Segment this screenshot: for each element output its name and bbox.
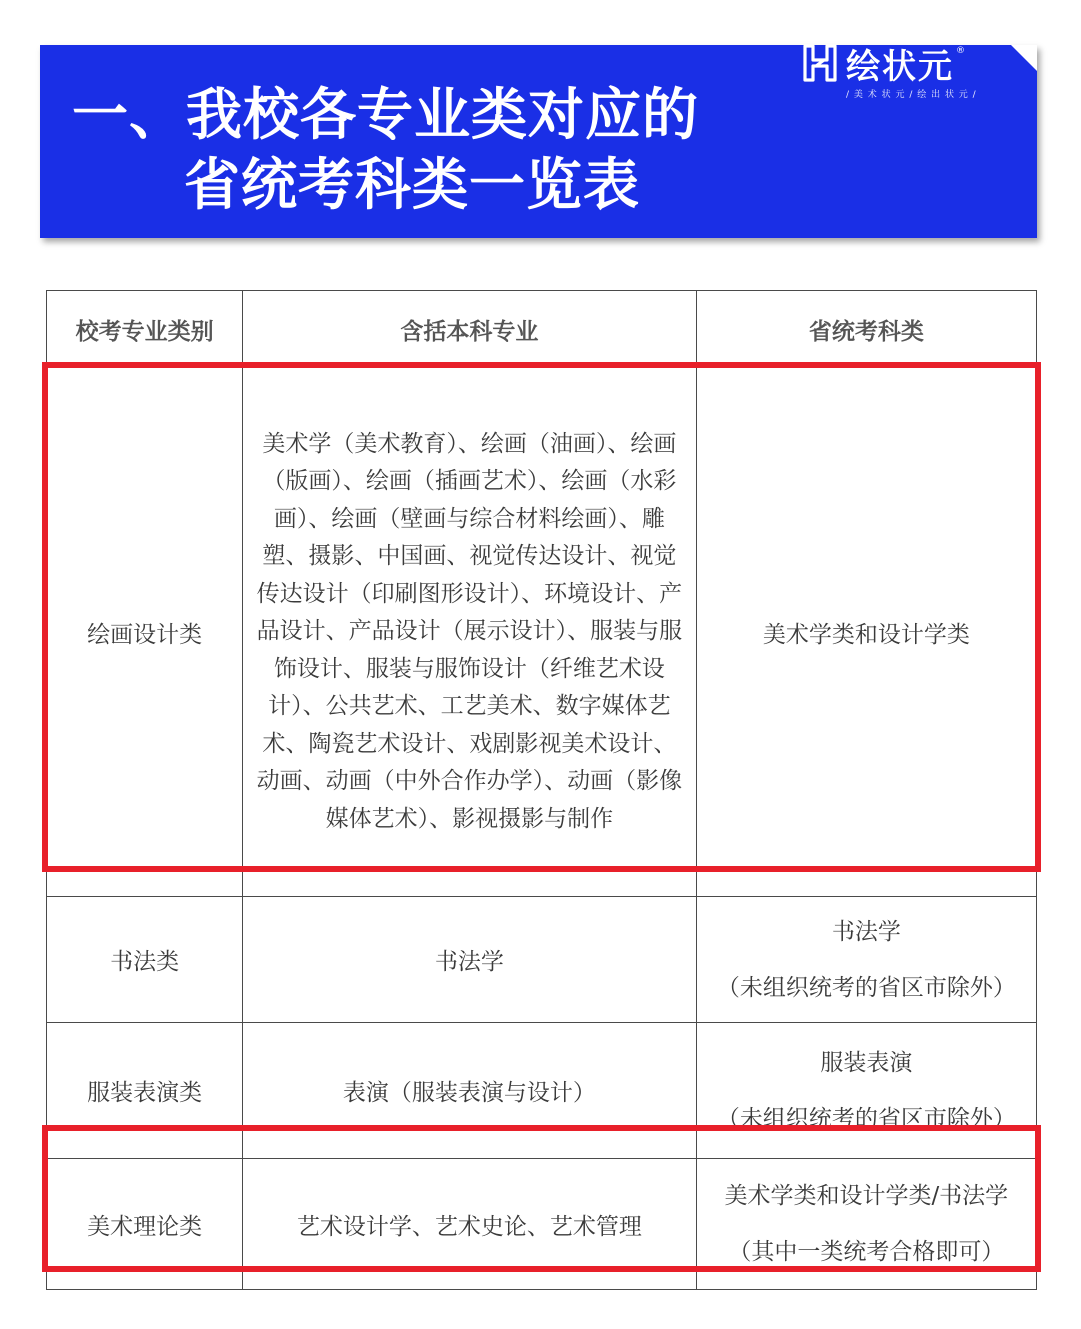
exam-type-cell [696, 897, 1036, 1023]
brand-tagline: / 美 术 状 元 / 绘 出 状 元 / [846, 90, 977, 100]
exam-type-cell [696, 368, 1036, 897]
category-cell: 服装表演类 [47, 1023, 243, 1159]
category-cell: 美术理论类 [47, 1159, 243, 1290]
major-category-table [46, 290, 1037, 1290]
header-category: 校考专业类别 [47, 291, 243, 368]
exam-type-cell [696, 1159, 1036, 1290]
registered-mark: ® [956, 46, 965, 56]
majors-cell: 表演（服装表演与设计） [243, 1023, 696, 1159]
exam-type-note: （未组织统考的省区市除外） [716, 1105, 1016, 1132]
table-header-row [47, 291, 1037, 368]
banner-folded-corner [1011, 45, 1037, 71]
category-cell: 书法类 [47, 897, 243, 1023]
hz-logo-icon [802, 42, 838, 84]
majors-cell: 艺术设计学、艺术史论、艺术管理 [243, 1159, 696, 1290]
exam-type-cell [696, 1023, 1036, 1159]
exam-type-note: （其中一类统考合格即可） [728, 1239, 1005, 1265]
header-majors: 含括本科专业 [243, 291, 696, 368]
page-title [72, 81, 699, 221]
page-title-line2: 省统考科类一览表 [184, 153, 640, 218]
exam-type-main: 美术学类和设计学类 [762, 621, 970, 648]
table-row [47, 368, 1037, 897]
majors-cell: 书法学 [243, 897, 696, 1023]
majors-cell: 美术学（美术教育）、绘画（油画）、绘画（版画）、绘画（插画艺术）、绘画（水彩画）、绘画（壁画与综合材料绘画）、雕塑、摄影、中国画、视觉传达设计、视觉传达设计（印刷图形设计）、环境设计、产品设计、产品设计（展示设计）、服装与服饰设计、服装与服饰设计（纤维艺术设计）、公共艺术、工艺美术、数字媒体艺术、陶瓷艺术设计、戏剧影视美术设计、动画、动画（中外合作办学）、动画（影像媒体艺术）、影视摄影与制作 [243, 368, 696, 897]
exam-type-main: 书法学 [831, 918, 901, 945]
exam-type-main: 服装表演 [820, 1049, 913, 1076]
brand-logo [802, 40, 965, 86]
brand-name: 绘状元 [846, 46, 954, 87]
table-row [47, 897, 1037, 1023]
table-row [47, 1023, 1037, 1159]
exam-type-main: 美术学类和设计学类/书法学 [724, 1183, 1009, 1209]
category-cell: 绘画设计类 [47, 368, 243, 897]
page-title-line1: 一、我校各专业类对应的 [72, 83, 699, 148]
header-exam-type: 省统考科类 [696, 291, 1036, 368]
exam-type-note: （未组织统考的省区市除外） [716, 974, 1016, 1001]
table-row [47, 1159, 1037, 1290]
